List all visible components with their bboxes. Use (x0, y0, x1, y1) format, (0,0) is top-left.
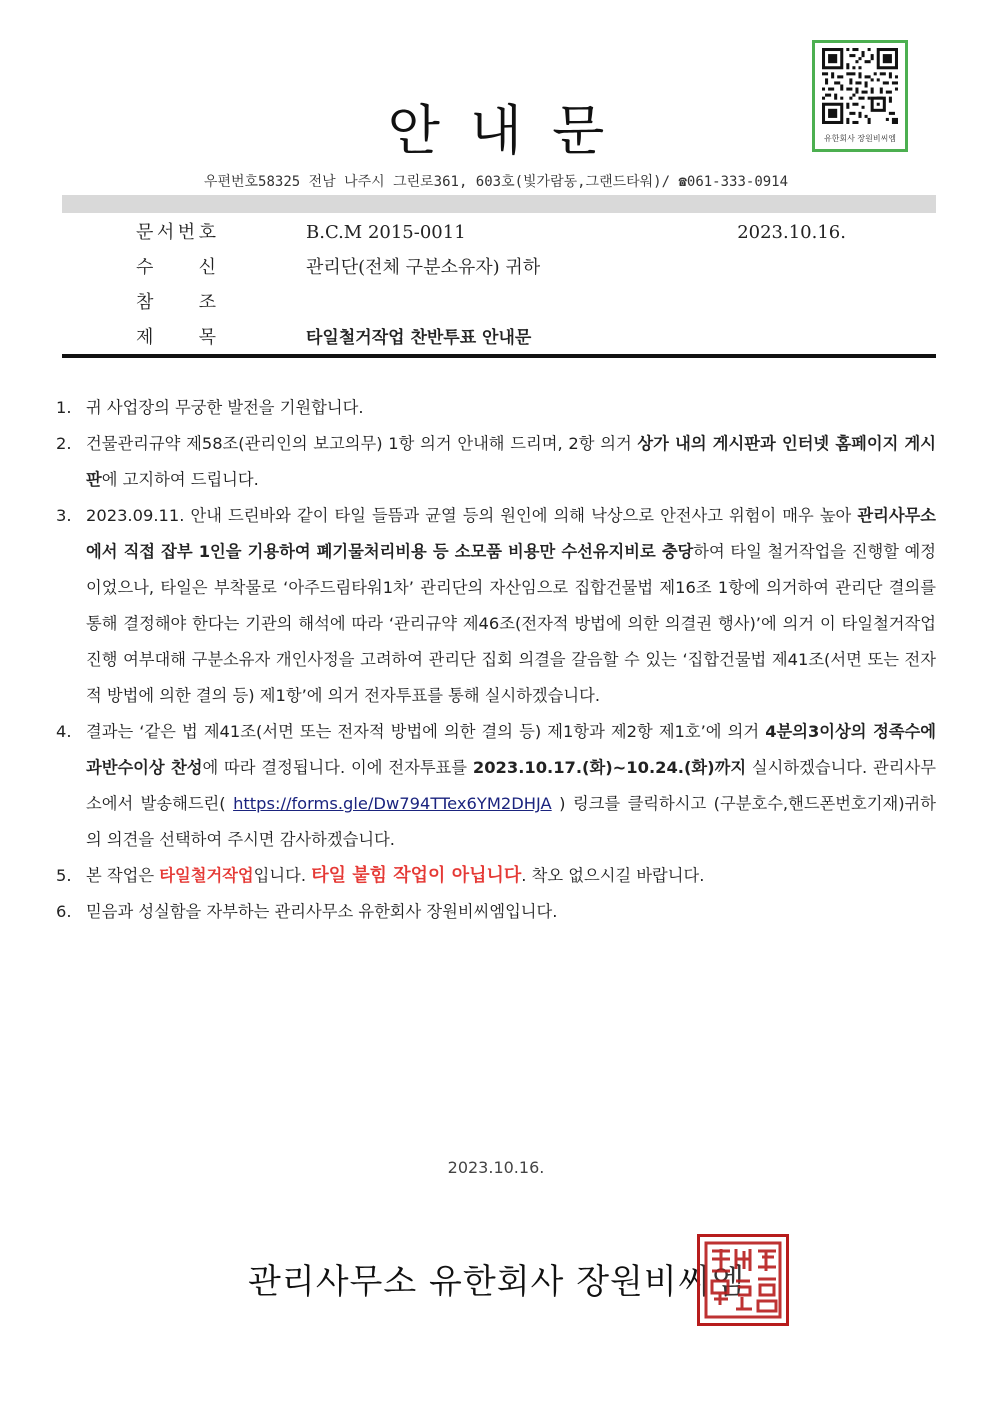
sender-address: 우편번호58325 전남 나주시 그린로361, 603호(빛가람동,그랜드타워)/ ☎061-333-0914 (203, 174, 789, 190)
list-item: 6. 믿음과 성실함을 자부하는 관리사무소 유한회사 장원비씨엠입니다. (56, 902, 558, 921)
reference-row (0, 286, 992, 320)
company-signature: 관리사무소 유한회사 장원비씨엠 (248, 1262, 746, 1302)
recipient-value: 관리단(전체 구분소유자) 귀하 (306, 257, 541, 278)
recipient-label: 수 신 (136, 257, 216, 278)
subject-row (0, 321, 992, 355)
doc-number-label: 문 서 번 호 (136, 222, 216, 243)
page-title: 안내문 (387, 99, 635, 162)
list-item: 5. 본 작업은 타일철거작업입니다. 타일 붙힘 작업이 아닙니다. 착오 없으시길 바랍니다. (56, 865, 705, 886)
doc-number-row (0, 216, 992, 250)
footer-date: 2023.10.16. (447, 1158, 545, 1177)
company-seal-stamp (697, 1234, 789, 1326)
list-item: 3. 2023.09.11. 안내 드린바와 같이 타일 들뜸과 균열 등의 원인에 의해 낙상으로 안전사고 위험이 매우 높아 관리사무소에서 직접 잡부 1인을 기용하여 폐기물처리비용 등 소모품 비용만 수선유지비로 충당하여 타일 철거작업을 진행할 예정이었으나, 타일은 부착물로 ‘아주드림타워1차’ 관리단의 자산임으로 집합건물법 제16조 1항에 의거하여 관리단 결의를 통해 결정해야 한다는 기관의 해석에 따라 ‘관리규약 제46조(전자적 방법에 의한 의결권 행사)’에 의거 이 타일철거작업 진행 여부대해 구분소유자 개인사정을 고려하여 관리단 집회 의결을 갈음할 수 있는 ‘집합건물법 제41조(서면 또는 전자적 방법에 의한 결의 등) 제1항’에 의거 전자투표를 통해 실시하겠습니다. (56, 506, 936, 705)
list-item: 2. 건물관리규약 제58조(관리인의 보고의무) 1항 의거 안내해 드리며, 2항 의거 상가 내의 게시판과 인터넷 홈페이지 게시판에 고지하여 드립니다. (56, 434, 936, 489)
header-rule (62, 354, 936, 358)
doc-date: 2023.10.16. (737, 222, 846, 243)
header-divider-bar (62, 195, 936, 213)
seal-icon (700, 1237, 786, 1323)
vote-form-link[interactable]: https://forms.gle/Dw794TTex6YM2DHJA (233, 794, 552, 813)
qr-caption: 유한회사 장원비씨엠 (823, 134, 897, 143)
subject-label: 제 목 (136, 327, 216, 348)
recipient-row (0, 251, 992, 285)
notice-body (56, 390, 936, 930)
list-item: 4. 결과는 ‘같은 법 제41조(서면 또는 전자적 방법에 의한 결의 등) 제1항과 제2항 제1호’에 의거 4분의3이상의 정족수에 과반수이상 찬성에 따라 결정됩니다. 이에 전자투표를 2023.10.17.(화)~10.24.(화)까지 실시하겠습니다. 관리사무소에서 발송해드린( https://forms.gle/Dw794TTex6YM2DHJA ) 링크를 클릭하시고 (구분호수,핸드폰번호기재)귀하의 의견을 선택하여 주시면 감사하겠습니다. (56, 722, 937, 849)
doc-number-value: B.C.M 2015-0011 (306, 222, 466, 243)
subject-value: 타일철거작업 찬반투표 안내문 (306, 328, 532, 348)
reference-label: 참 조 (136, 292, 216, 313)
list-item: 1. 귀 사업장의 무궁한 발전을 기원합니다. (56, 398, 364, 417)
